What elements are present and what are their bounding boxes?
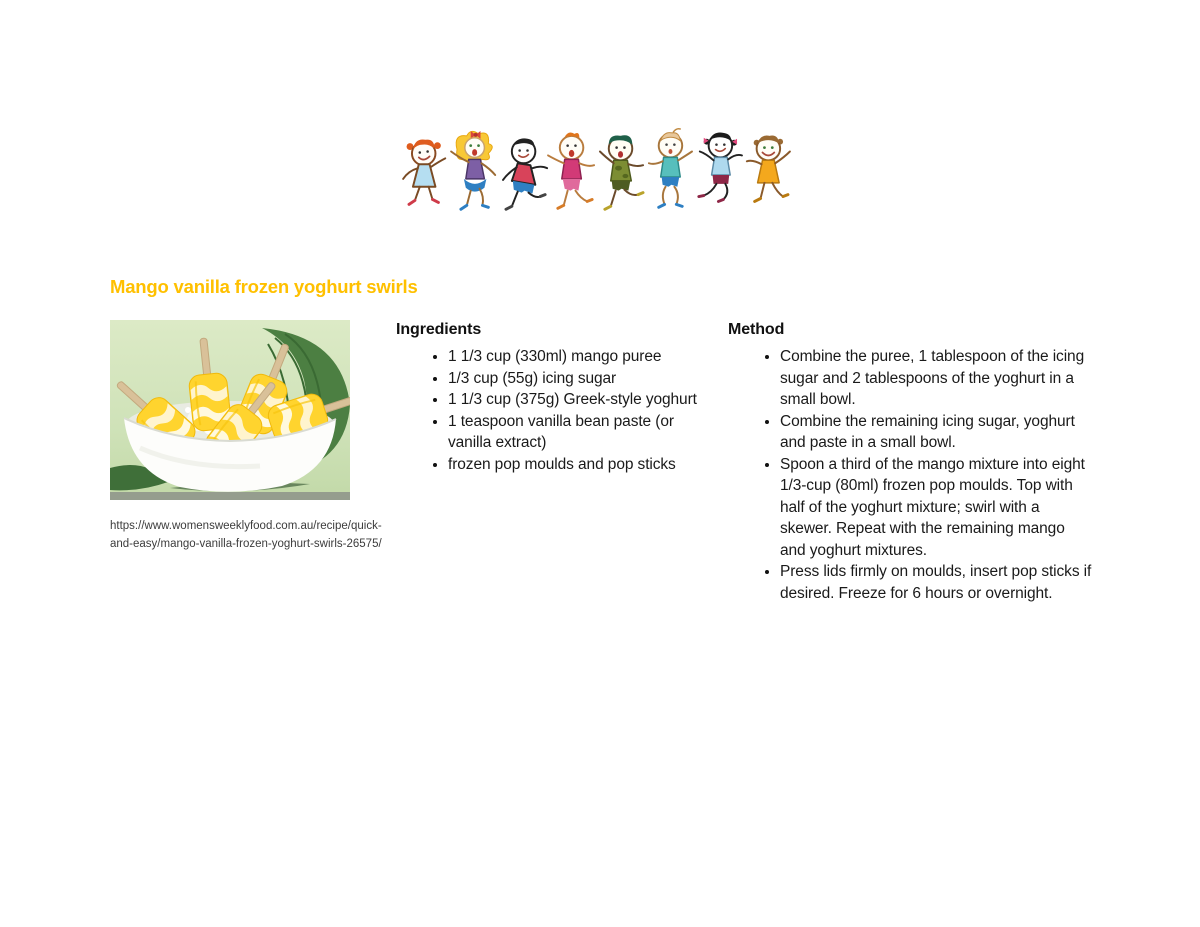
dancing-children-illustration — [396, 128, 800, 222]
method-heading: Method — [728, 321, 785, 338]
frozen-pops-photo-illustration — [110, 320, 350, 500]
child-figure-3 — [503, 138, 547, 209]
method-section — [728, 321, 1092, 604]
ingredient-item: • frozen pop moulds and pop sticks — [448, 454, 698, 476]
header-children-clipart — [396, 128, 800, 222]
child-figure-4 — [548, 132, 594, 208]
child-figure-8 — [747, 136, 790, 202]
ingredient-item: • 1 1/3 cup (330ml) mango puree — [448, 346, 698, 368]
child-figure-7 — [699, 133, 742, 202]
source-url-line1: https://www.womensweeklyfood.com.au/recipe/quick- — [110, 520, 382, 532]
method-step: • Spoon a third of the mango mixture into eight 1/3-cup (80ml) frozen pop moulds. Top with half of the yoghurt mixture; swirl with a skewer. Repeat with the remaining mango and yoghurt mixtures. — [780, 454, 1092, 562]
ingredient-item: • 1/3 cup (55g) icing sugar — [448, 368, 698, 390]
method-list — [728, 346, 1092, 604]
source-url-line2: and-easy/mango-vanilla-frozen-yoghurt-swirls-26575/ — [110, 538, 382, 550]
method-step: • Press lids firmly on moulds, insert pop sticks if desired. Freeze for 6 hours or overnight. — [780, 561, 1092, 604]
ingredient-item: • 1 teaspoon vanilla bean paste (or vanilla extract) — [448, 411, 698, 454]
ingredients-list — [396, 346, 698, 475]
source-url — [110, 517, 410, 553]
child-figure-2 — [451, 131, 495, 209]
method-step: • Combine the remaining icing sugar, yoghurt and paste in a small bowl. — [780, 411, 1092, 454]
child-figure-5 — [600, 135, 643, 209]
page-title: Mango vanilla frozen yoghurt swirls — [110, 276, 418, 297]
child-figure-6 — [649, 129, 692, 208]
ingredient-item: • 1 1/3 cup (375g) Greek-style yoghurt — [448, 389, 698, 411]
method-step: • Combine the puree, 1 tablespoon of the icing sugar and 2 tablespoons of the yoghurt in a small bowl. — [780, 346, 1092, 411]
ingredients-section — [396, 321, 698, 475]
child-figure-1 — [403, 139, 445, 204]
ingredients-heading: Ingredients — [396, 321, 482, 338]
recipe-photo — [110, 320, 350, 500]
